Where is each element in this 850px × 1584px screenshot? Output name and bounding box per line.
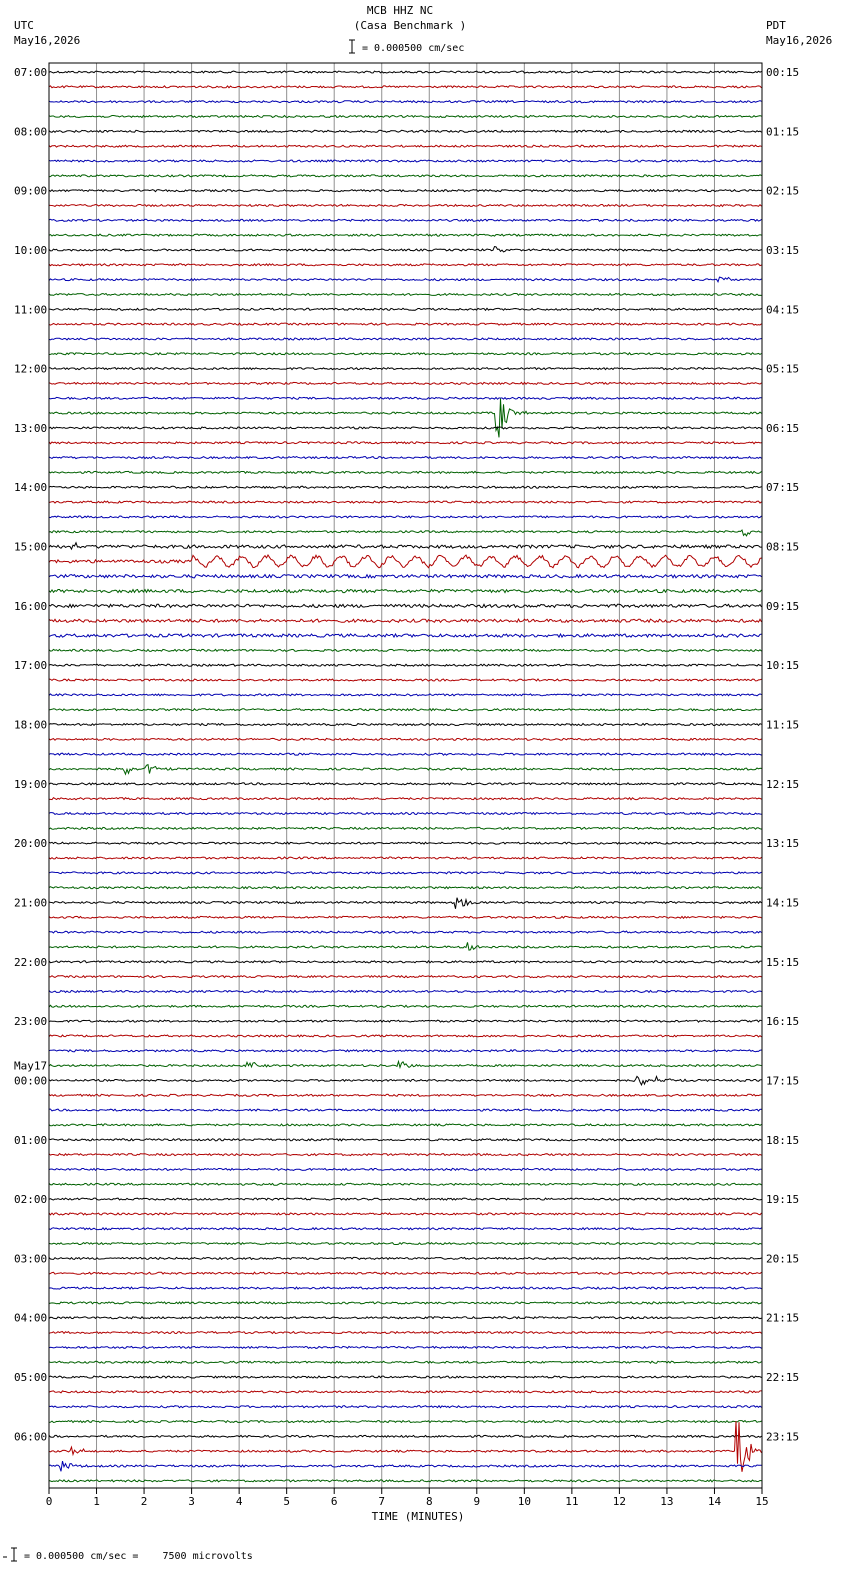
trace-line — [49, 160, 762, 162]
right-date: May16,2026 — [766, 34, 833, 47]
trace-line — [49, 1376, 762, 1378]
trace-line — [49, 501, 762, 503]
pdt-hour-label: 00:15 — [766, 66, 800, 79]
station-title: MCB HHZ NC — [366, 4, 434, 17]
trace-line — [49, 190, 762, 192]
utc-hour-label: 18:00 — [14, 718, 48, 732]
trace-line — [49, 942, 762, 950]
pdt-hour-label: 05:15 — [766, 362, 800, 376]
trace-line — [49, 709, 762, 711]
x-tick-label: 3 — [188, 1495, 195, 1508]
trace-line — [49, 1361, 762, 1363]
trace-line — [49, 1050, 762, 1052]
trace-line — [49, 338, 762, 340]
x-tick-label: 1 — [93, 1495, 100, 1508]
trace-line — [49, 1228, 762, 1230]
pdt-hour-label: 10:15 — [766, 659, 800, 673]
utc-hour-label: 02:00 — [14, 1193, 48, 1207]
trace-line — [49, 1421, 762, 1472]
pdt-hour-label: 12:15 — [766, 777, 800, 791]
pdt-hour-label: 08:15 — [766, 540, 800, 554]
trace-line — [49, 71, 762, 73]
pdt-hour-label: 11:15 — [766, 718, 800, 732]
utc-hour-label: 08:00 — [14, 125, 48, 139]
utc-hour-label: 00:00 — [14, 1074, 48, 1088]
trace-line — [49, 1213, 762, 1215]
trace-line — [49, 798, 762, 800]
trace-line — [49, 234, 762, 236]
trace-line — [49, 916, 762, 918]
utc-hour-label: 22:00 — [14, 955, 48, 969]
trace-line — [49, 590, 762, 593]
station-location: (Casa Benchmark ) — [353, 19, 467, 32]
trace-line — [49, 664, 762, 666]
pdt-hour-label: 15:15 — [766, 955, 800, 969]
pdt-hour-label: 19:15 — [766, 1193, 800, 1207]
pdt-hour-label: 17:15 — [766, 1074, 800, 1088]
footer-scale-label: = 0.000500 cm/sec = 7500 microvolts — [24, 1551, 253, 1562]
x-tick-label: 12 — [612, 1495, 627, 1508]
x-tick-label: 2 — [140, 1495, 148, 1508]
trace-line — [49, 368, 762, 370]
trace-line — [49, 397, 762, 399]
trace-line — [49, 247, 762, 252]
trace-line — [49, 976, 762, 978]
trace-line — [49, 765, 762, 775]
pdt-hour-label: 14:15 — [766, 896, 800, 910]
pdt-hour-label: 16:15 — [766, 1015, 800, 1029]
trace-line — [49, 1094, 762, 1096]
trace-line — [49, 205, 762, 207]
trace-line — [49, 1287, 762, 1289]
trace-line — [49, 308, 762, 310]
trace-line — [49, 1139, 762, 1141]
utc-hour-label: 11:00 — [14, 303, 48, 317]
trace-line — [49, 116, 762, 118]
x-axis-label: TIME (MINUTES) — [371, 1510, 465, 1523]
trace-line — [49, 1076, 762, 1085]
utc-hour-label: 10:00 — [14, 243, 48, 257]
trace-line — [49, 471, 762, 473]
pdt-hour-label: 21:15 — [766, 1311, 800, 1325]
trace-line — [49, 264, 762, 266]
trace-line — [49, 961, 762, 963]
trace-line — [49, 679, 762, 681]
trace-line — [49, 86, 762, 88]
trace-line — [49, 649, 762, 651]
trace-line — [49, 724, 762, 726]
x-tick-label: 6 — [330, 1495, 338, 1508]
trace-line — [49, 813, 762, 815]
trace-line — [49, 1124, 762, 1126]
x-tick-label: 4 — [235, 1495, 243, 1508]
trace-line — [49, 1302, 762, 1304]
trace-line — [49, 130, 762, 132]
trace-line — [49, 1243, 762, 1245]
utc-hour-label: 07:00 — [14, 66, 48, 79]
trace-line — [49, 399, 762, 438]
trace-line — [49, 1168, 762, 1170]
x-tick-label: 5 — [283, 1495, 290, 1508]
trace-line — [49, 516, 762, 518]
trace-line — [49, 694, 762, 696]
trace-line — [49, 353, 762, 355]
x-tick-label: 0 — [45, 1495, 53, 1508]
trace-line — [49, 486, 762, 488]
trace-line — [49, 1257, 762, 1259]
trace-line — [49, 898, 762, 909]
trace-line — [49, 382, 762, 384]
trace-line — [49, 457, 762, 459]
trace-line — [49, 991, 762, 993]
trace-line — [49, 842, 762, 844]
trace-line — [49, 1346, 762, 1348]
x-tick-label: 9 — [473, 1495, 481, 1508]
utc-hour-label: 20:00 — [14, 837, 48, 851]
trace-line — [49, 1421, 762, 1423]
trace-line — [49, 887, 762, 889]
utc-hour-label: 04:00 — [14, 1311, 48, 1325]
utc-hour-label: 17:00 — [14, 659, 48, 673]
x-tick-label: 14 — [707, 1495, 722, 1508]
trace-line — [49, 1183, 762, 1185]
trace-line — [49, 1332, 762, 1334]
pdt-hour-label: 18:15 — [766, 1133, 800, 1147]
trace-line — [49, 101, 762, 103]
trace-line — [49, 530, 762, 536]
left-timezone: UTC — [14, 19, 34, 32]
scale-bar-icon — [349, 40, 355, 53]
trace-line — [49, 294, 762, 296]
trace-line — [49, 555, 762, 568]
trace-line — [49, 753, 762, 755]
trace-line — [49, 219, 762, 221]
trace-line — [49, 634, 762, 637]
pdt-hour-label: 09:15 — [766, 599, 800, 613]
trace-line — [49, 323, 762, 325]
pdt-hour-label: 03:15 — [766, 243, 800, 257]
trace-line — [49, 931, 762, 933]
trace-line — [49, 1109, 762, 1111]
utc-hour-label: 06:00 — [14, 1430, 48, 1444]
trace-line — [49, 1406, 762, 1408]
trace-line — [49, 1391, 762, 1393]
pdt-hour-label: 20:15 — [766, 1252, 800, 1266]
date-change-label: May17 — [14, 1059, 48, 1073]
utc-hour-label: 23:00 — [14, 1015, 48, 1029]
trace-line — [49, 442, 762, 444]
x-tick-label: 7 — [378, 1495, 386, 1508]
trace-line — [49, 1020, 762, 1022]
trace-line — [49, 827, 762, 829]
trace-line — [49, 1480, 762, 1482]
utc-hour-label: 05:00 — [14, 1371, 48, 1385]
trace-line — [49, 145, 762, 147]
trace-line — [49, 872, 762, 874]
trace-line — [49, 857, 762, 859]
trace-line — [49, 575, 762, 578]
right-timezone: PDT — [766, 19, 786, 32]
pdt-hour-label: 02:15 — [766, 184, 800, 198]
utc-hour-label: 19:00 — [14, 777, 48, 791]
trace-line — [49, 1154, 762, 1156]
left-date: May16,2026 — [14, 34, 81, 47]
utc-hour-label: 13:00 — [14, 421, 48, 435]
trace-line — [49, 1198, 762, 1200]
trace-line — [49, 783, 762, 785]
pdt-hour-label: 06:15 — [766, 421, 800, 435]
trace-line — [49, 1435, 762, 1437]
trace-line — [49, 619, 762, 622]
trace-line — [49, 1317, 762, 1319]
trace-line — [49, 1062, 762, 1068]
x-tick-label: 8 — [425, 1495, 433, 1508]
utc-hour-label: 12:00 — [14, 362, 48, 376]
scale-label: = 0.000500 cm/sec — [362, 43, 465, 54]
trace-line — [49, 427, 762, 429]
pdt-hour-label: 22:15 — [766, 1371, 800, 1385]
trace-line — [49, 604, 762, 607]
trace-line — [49, 1035, 762, 1037]
trace-line — [49, 543, 762, 549]
pdt-hour-label: 13:15 — [766, 837, 800, 851]
pdt-hour-label: 04:15 — [766, 303, 800, 317]
seismic-traces — [49, 71, 762, 1482]
utc-hour-label: 15:00 — [14, 540, 48, 554]
utc-hour-label: 09:00 — [14, 184, 48, 198]
trace-line — [49, 175, 762, 177]
utc-hour-label: 01:00 — [14, 1133, 48, 1147]
trace-line — [49, 1272, 762, 1274]
utc-hour-label: 14:00 — [14, 481, 48, 495]
pdt-hour-label: 01:15 — [766, 125, 800, 139]
utc-hour-label: 16:00 — [14, 599, 48, 613]
pdt-hour-label: 23:15 — [766, 1430, 800, 1444]
pdt-hour-label: 07:15 — [766, 481, 800, 495]
x-tick-label: 10 — [517, 1495, 531, 1508]
trace-line — [49, 1461, 762, 1471]
x-tick-label: 13 — [660, 1495, 674, 1508]
x-axis-ticks — [46, 1488, 769, 1508]
footer-scale-bar-icon — [3, 1548, 17, 1561]
trace-line — [49, 1005, 762, 1007]
trace-line — [49, 738, 762, 740]
utc-hour-label: 21:00 — [14, 896, 48, 910]
x-tick-label: 15 — [755, 1495, 769, 1508]
x-tick-label: 11 — [565, 1495, 579, 1508]
trace-line — [49, 277, 762, 282]
utc-hour-label: 03:00 — [14, 1252, 48, 1266]
